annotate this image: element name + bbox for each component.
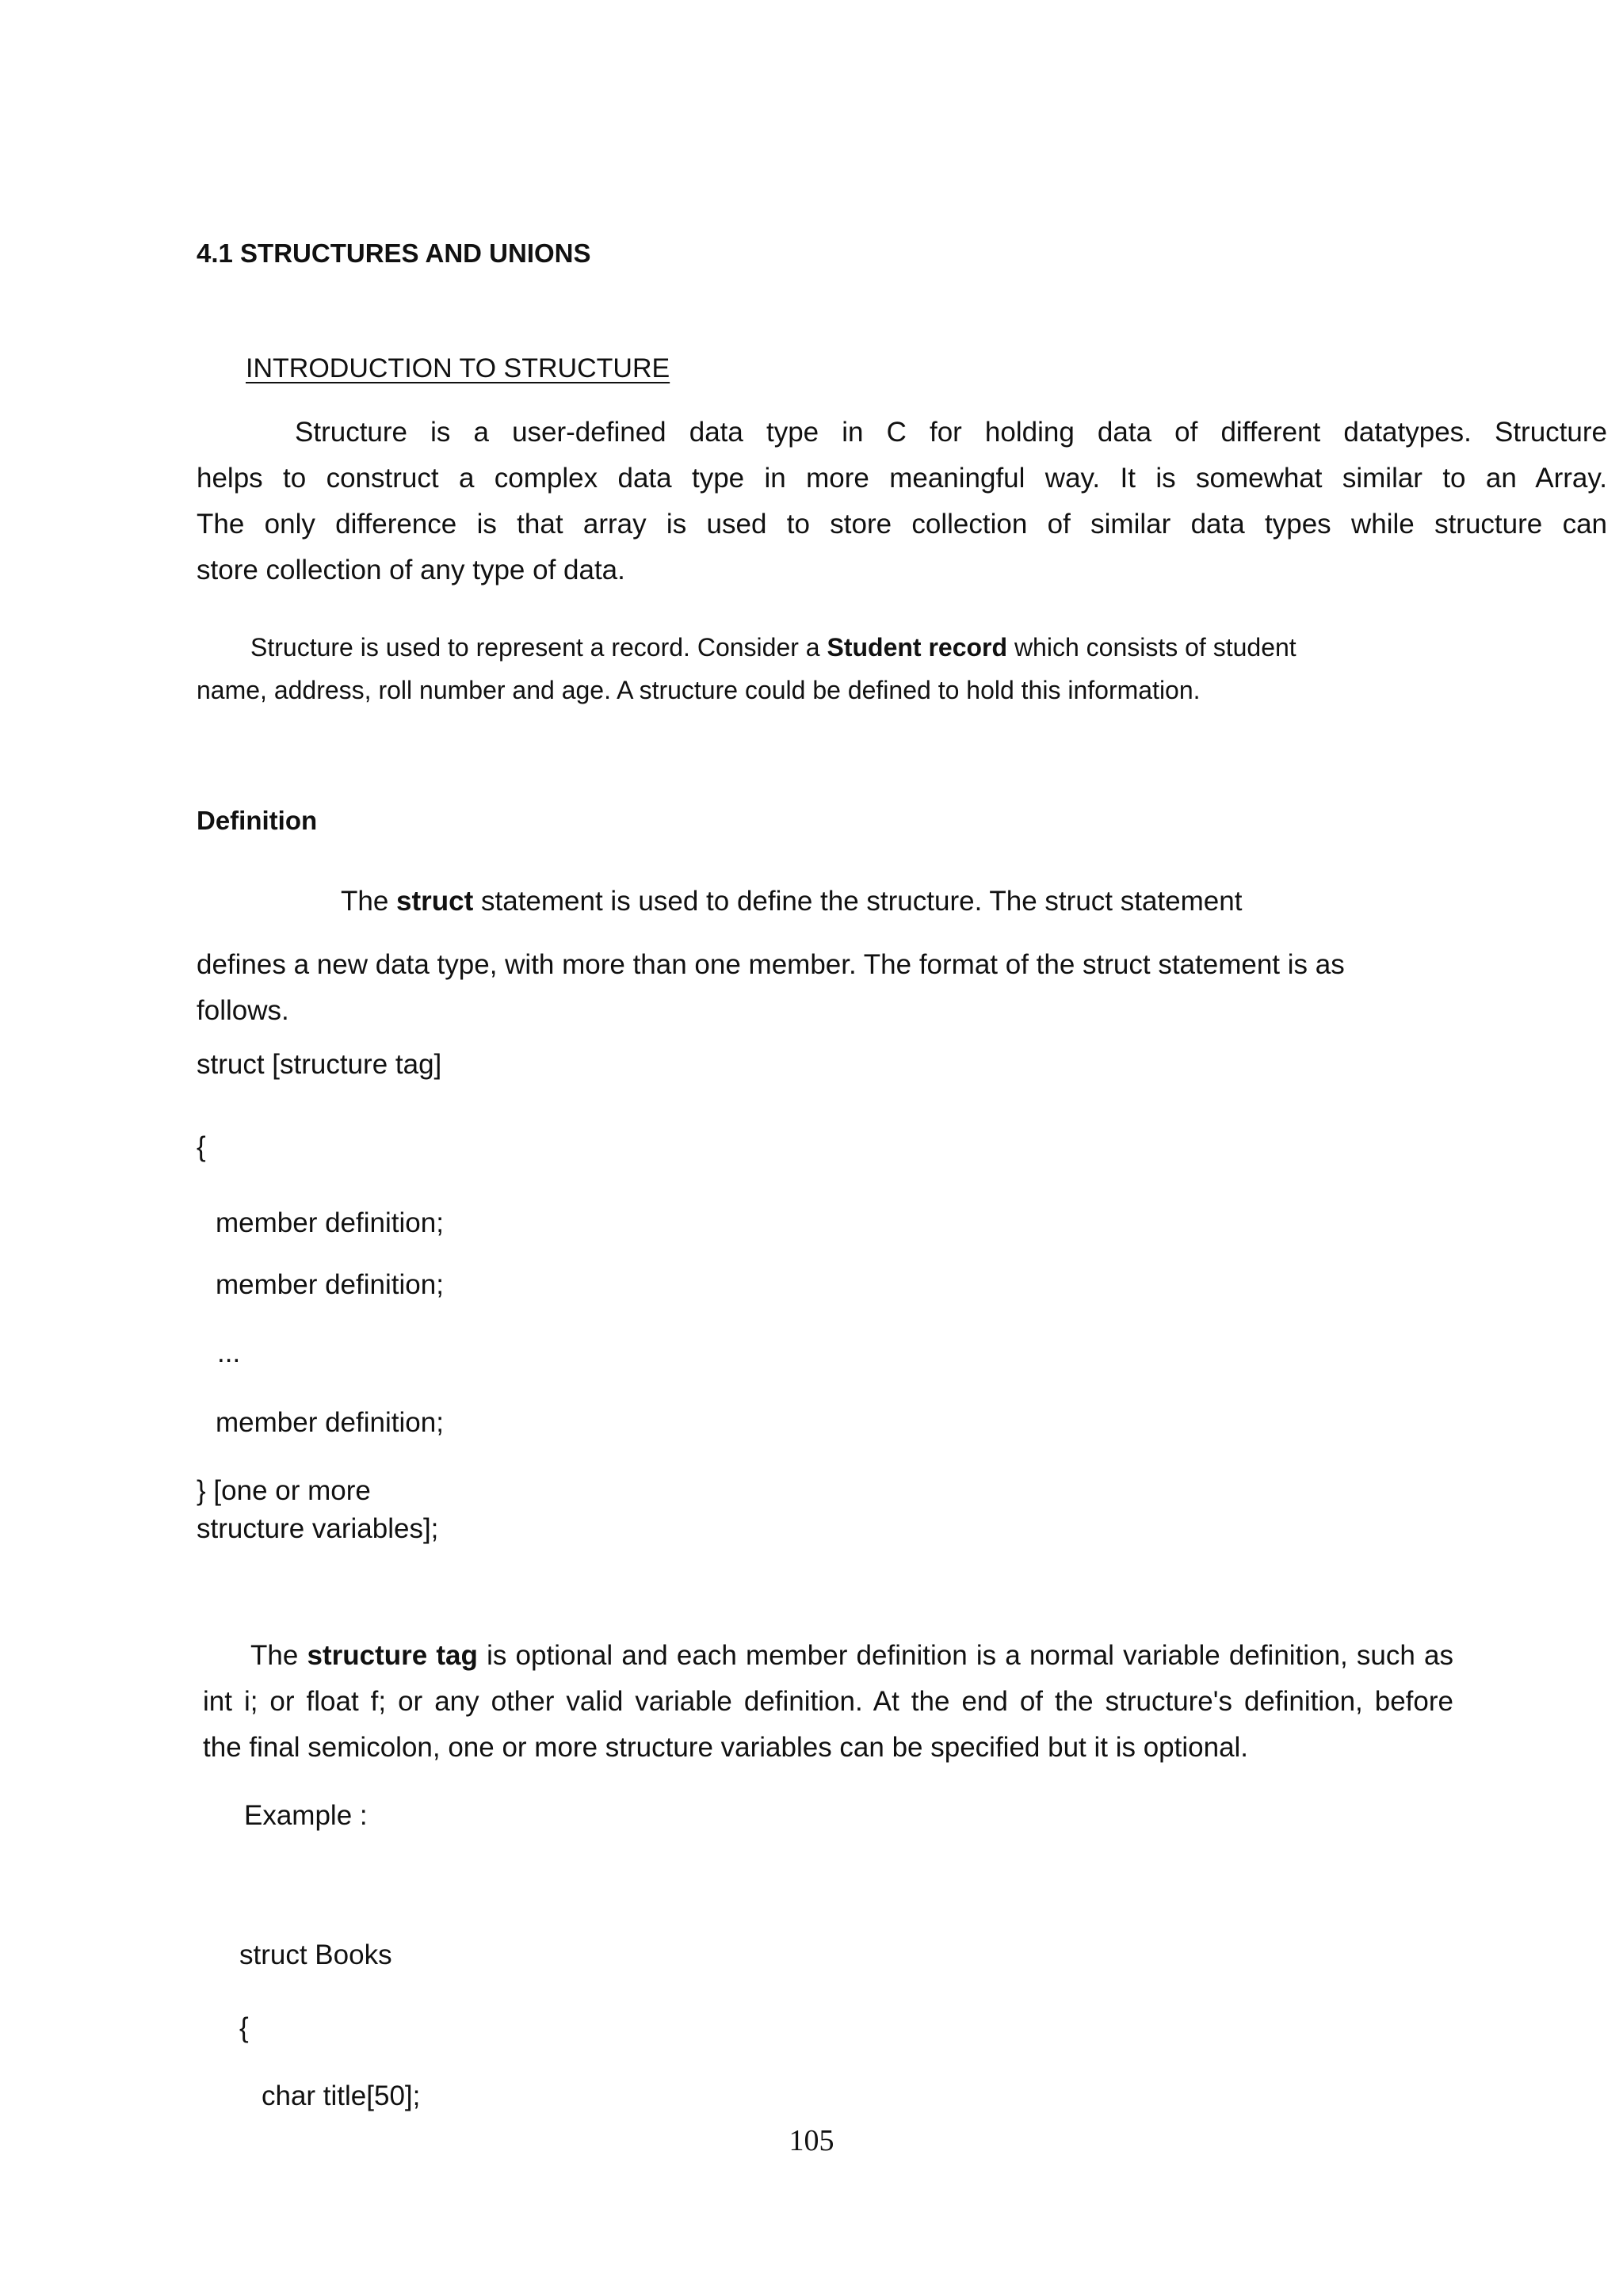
- intro-heading: INTRODUCTION TO STRUCTURE: [246, 353, 670, 383]
- code-line: struct Books: [239, 1939, 392, 1970]
- intro-line-2: helps to construct a complex data type in more meaningful way. It is somewhat similar to an Array.: [197, 463, 1607, 494]
- code-line: member definition;: [216, 1207, 444, 1238]
- intro-line-3: The only difference is that array is used to store collection of similar data types while structure can: [197, 509, 1607, 540]
- code-line: structure variables];: [197, 1513, 439, 1544]
- intro-line-4: store collection of any type of data.: [197, 555, 625, 585]
- code-line: char title[50];: [262, 2081, 421, 2111]
- definition-line-3: follows.: [197, 995, 289, 1026]
- code-line: struct [structure tag]: [197, 1049, 442, 1080]
- record-text: which consists of student: [1007, 633, 1296, 662]
- tag-line-1: [250, 1638, 1453, 1673]
- code-line: ...: [217, 1337, 241, 1368]
- tag-line-2: int i; or float f; or any other valid variable definition. At the end of the structure's definition, before: [203, 1686, 1453, 1717]
- tag-text: is optional and each member definition is a normal variable definition, such as: [477, 1640, 1453, 1671]
- code-line: {: [239, 2012, 249, 2043]
- code-line: member definition;: [216, 1269, 444, 1300]
- record-text: Structure is used to represent a record. Consider a: [250, 633, 827, 662]
- definition-line-1: [341, 884, 1242, 919]
- tag-text: The: [250, 1640, 307, 1671]
- definition-bold-term: struct: [396, 886, 474, 917]
- code-line: } [one or more: [197, 1475, 371, 1506]
- definition-text: statement is used to define the structure. The struct statement: [473, 886, 1243, 917]
- definition-heading: Definition: [197, 806, 318, 835]
- section-title: 4.1 STRUCTURES AND UNIONS: [197, 238, 591, 268]
- record-bold-term: Student record: [827, 633, 1008, 662]
- definition-text: The: [341, 886, 397, 917]
- code-line: {: [197, 1131, 206, 1162]
- code-line: member definition;: [216, 1407, 444, 1438]
- example-label: Example :: [244, 1800, 368, 1831]
- record-line-2: name, address, roll number and age. A structure could be defined to hold this information.: [197, 676, 1201, 704]
- definition-line-2: defines a new data type, with more than one member. The format of the struct statement is as: [197, 949, 1345, 980]
- tag-bold-term: structure tag: [307, 1640, 478, 1671]
- page-number: 105: [789, 2124, 834, 2157]
- tag-line-3: the final semicolon, one or more structure variables can be specified but it is optional.: [203, 1732, 1249, 1763]
- intro-line-1: Structure is a user-defined data type in C for holding data of different datatypes. Structure: [295, 417, 1607, 448]
- record-line-1: [250, 630, 1296, 665]
